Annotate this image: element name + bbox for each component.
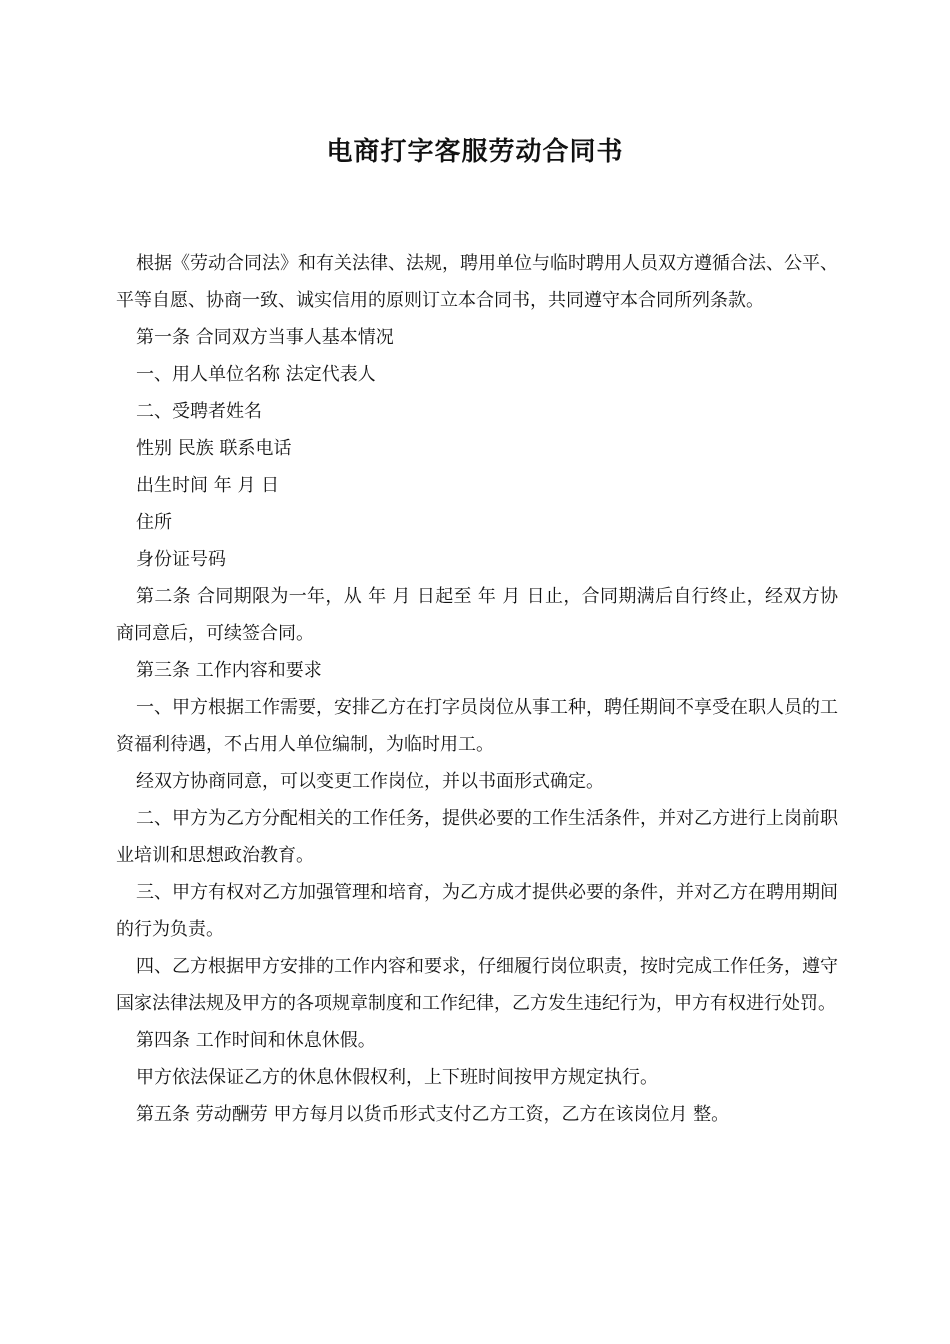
paragraph-article-3-item-2: 二、甲方为乙方分配相关的工作任务，提供必要的工作生活条件，并对乙方进行上岗前职业培训和思想政治教育。 bbox=[116, 808, 838, 866]
paragraph-id-number: 身份证号码 bbox=[136, 549, 226, 570]
paragraph-article-3-item-4: 四、乙方根据甲方安排的工作内容和要求，仔细履行岗位职责，按时完成工作任务，遵守国家法律法规及甲方的各项规章制度和工作纪律，乙方发生违纪行为，甲方有权进行处罚。 bbox=[116, 956, 838, 1014]
paragraph-article-3-position-change: 经双方协商同意，可以变更工作岗位，并以书面形式确定。 bbox=[136, 771, 604, 792]
paragraph-address: 住所 bbox=[136, 512, 172, 533]
paragraph-article-3-item-1: 一、甲方根据工作需要，安排乙方在打字员岗位从事工种，聘任期间不享受在职人员的工资福利待遇，不占用人单位编制，为临时用工。 bbox=[116, 697, 838, 755]
paragraph-article-5-pay: 第五条 劳动酬劳 甲方每月以货币形式支付乙方工资，乙方在该岗位月 整。 bbox=[136, 1104, 730, 1125]
paragraph-article-3-heading: 第三条 工作内容和要求 bbox=[136, 660, 322, 681]
paragraph-employee-name: 二、受聘者姓名 bbox=[136, 401, 262, 422]
paragraph-article-1-heading: 第一条 合同双方当事人基本情况 bbox=[136, 327, 394, 348]
paragraph-article-3-item-3: 三、甲方有权对乙方加强管理和培育，为乙方成才提供必要的条件，并对乙方在聘用期间的行为负责。 bbox=[116, 882, 838, 940]
paragraph-preamble: 根据《劳动合同法》和有关法律、法规，聘用单位与临时聘用人员双方遵循合法、公平、平等自愿、协商一致、诚实信用的原则订立本合同书，共同遵守本合同所列条款。 bbox=[116, 253, 838, 311]
paragraph-employer-name: 一、用人单位名称 法定代表人 bbox=[136, 364, 376, 385]
paragraph-birth-date: 出生时间 年 月 日 bbox=[136, 475, 280, 496]
paragraph-gender-ethnicity-phone: 性别 民族 联系电话 bbox=[136, 438, 292, 459]
paragraph-article-4-rest: 甲方依法保证乙方的休息休假权利，上下班时间按甲方规定执行。 bbox=[136, 1067, 658, 1088]
paragraph-article-4-heading: 第四条 工作时间和休息休假。 bbox=[136, 1030, 376, 1051]
document-body bbox=[116, 245, 838, 1133]
document-title: 电商打字客服劳动合同书 bbox=[326, 137, 624, 167]
paragraph-article-2-term: 第二条 合同期限为一年，从 年 月 日起至 年 月 日止，合同期满后自行终止，经双方协商同意后，可续签合同。 bbox=[116, 586, 838, 644]
